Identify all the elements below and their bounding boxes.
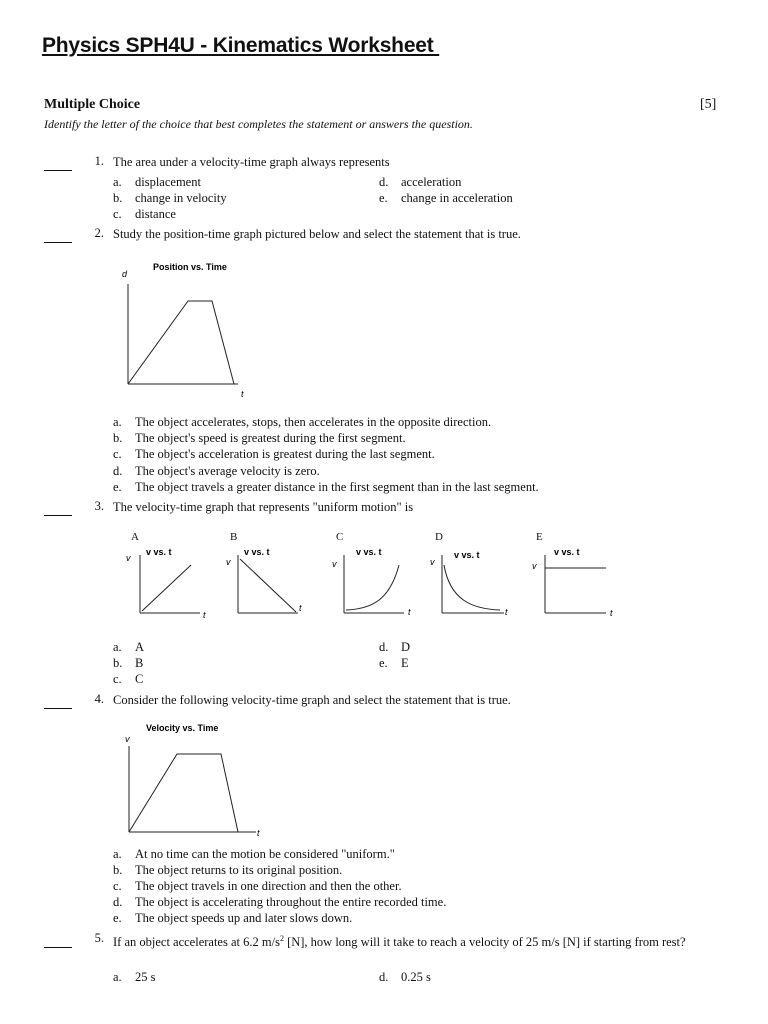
question-text: The velocity-time graph that represents "uniform motion" is [113, 500, 414, 514]
answer-blank-3[interactable] [44, 501, 72, 516]
option-a: a. 25 s [113, 970, 156, 984]
vt-graph-e [530, 545, 625, 625]
graph-line [346, 565, 399, 610]
option-b: b. The object returns to its original position. [113, 863, 343, 877]
answer-blank-5[interactable] [44, 933, 72, 948]
graph-letter-b: B [230, 531, 238, 543]
option-d: d. D [379, 640, 411, 654]
y-axis-label: v [126, 553, 131, 563]
option-c: c. The object travels in one direction and then the other. [113, 879, 402, 893]
question-text: Study the position-time graph pictured below and select the statement that is true. [113, 227, 521, 241]
section-heading: Multiple Choice [44, 97, 141, 112]
option-b: b. The object's speed is greatest during the first segment. [113, 431, 406, 445]
question-number: 2. [94, 226, 104, 240]
question-text: If an object accelerates at 6.2 $m/s^2$ [N], how long will it take to reach a velocity of 25 m/s [N] if starting from rest? [113, 934, 686, 950]
graph-line [129, 754, 238, 832]
y-axis-label: v [430, 557, 435, 567]
position-time-graph [100, 255, 260, 405]
question-number: 5. [94, 931, 104, 945]
option-a: a. The object accelerates, stops, then accelerates in the opposite direction. [113, 415, 492, 429]
option-d: d. The object's average velocity is zero. [113, 464, 320, 478]
option-a: a. At no time can the motion be considered "uniform." [113, 847, 395, 861]
option-b: b. change in velocity [113, 191, 227, 205]
option-e: e. E [379, 656, 409, 670]
y-axis-label: d [122, 269, 128, 279]
graph-title: Position vs. Time [153, 262, 227, 272]
graph-title: v vs. t [554, 547, 580, 557]
vt-graph-b [222, 545, 317, 625]
graph-letter-c: C [336, 531, 344, 543]
graph-letter-e: E [536, 531, 543, 543]
graph-line [240, 559, 296, 612]
y-axis-label: v [532, 561, 537, 571]
section-marks: [5] [700, 97, 717, 112]
graph-line [444, 565, 500, 610]
graph-title: v vs. t [356, 547, 382, 557]
answer-blank-2[interactable] [44, 228, 72, 243]
x-axis-label: t [299, 603, 302, 613]
question-number: 4. [94, 692, 104, 706]
option-d: d. The object is accelerating throughout the entire recorded time. [113, 895, 447, 909]
option-c: c. The object's acceleration is greatest during the last segment. [113, 447, 435, 461]
x-axis-label: t [257, 828, 260, 838]
option-e: e. The object speeds up and later slows down. [113, 911, 353, 925]
option-a: a. displacement [113, 175, 201, 189]
graph-title: Velocity vs. Time [146, 723, 219, 733]
x-axis-label: t [241, 389, 244, 399]
y-axis-label: v [332, 559, 337, 569]
option-d: d. 0.25 s [379, 970, 431, 984]
graph-line [142, 565, 191, 611]
question-number: 1. [94, 154, 104, 168]
graph-title: v vs. t [244, 547, 270, 557]
x-axis-label: t [203, 610, 206, 620]
graph-letter-d: D [435, 531, 443, 543]
option-c: c. distance [113, 207, 176, 221]
vt-graph-c [328, 545, 423, 625]
answer-blank-4[interactable] [44, 694, 72, 709]
worksheet-title: Physics SPH4U - Kinematics Worksheet [42, 34, 440, 57]
velocity-time-graph [110, 716, 270, 841]
vt-graph-d [428, 545, 523, 625]
option-c: c. C [113, 672, 144, 686]
option-e: e. change in acceleration [379, 191, 513, 205]
graph-letter-a: A [131, 531, 139, 543]
x-axis-label: t [408, 607, 411, 617]
option-b: b. B [113, 656, 144, 670]
y-axis-label: v [226, 557, 231, 567]
x-axis-label: t [505, 607, 508, 617]
vt-graph-a [120, 545, 215, 625]
answer-blank-1[interactable] [44, 156, 72, 171]
option-a: a. A [113, 640, 145, 654]
option-d: d. acceleration [379, 175, 462, 189]
question-number: 3. [94, 499, 104, 513]
graph-line [128, 301, 234, 384]
option-e: e. The object travels a greater distance in the first segment than in the last segment. [113, 480, 539, 494]
section-instructions: Identify the letter of the choice that best completes the statement or answers the question. [44, 117, 473, 131]
question-text: The area under a velocity-time graph always represents [113, 155, 390, 169]
x-axis-label: t [610, 608, 613, 618]
y-axis-label: v [125, 734, 130, 744]
graph-title: v vs. t [454, 550, 480, 560]
question-text: Consider the following velocity-time graph and select the statement that is true. [113, 693, 511, 707]
graph-title: v vs. t [146, 547, 172, 557]
